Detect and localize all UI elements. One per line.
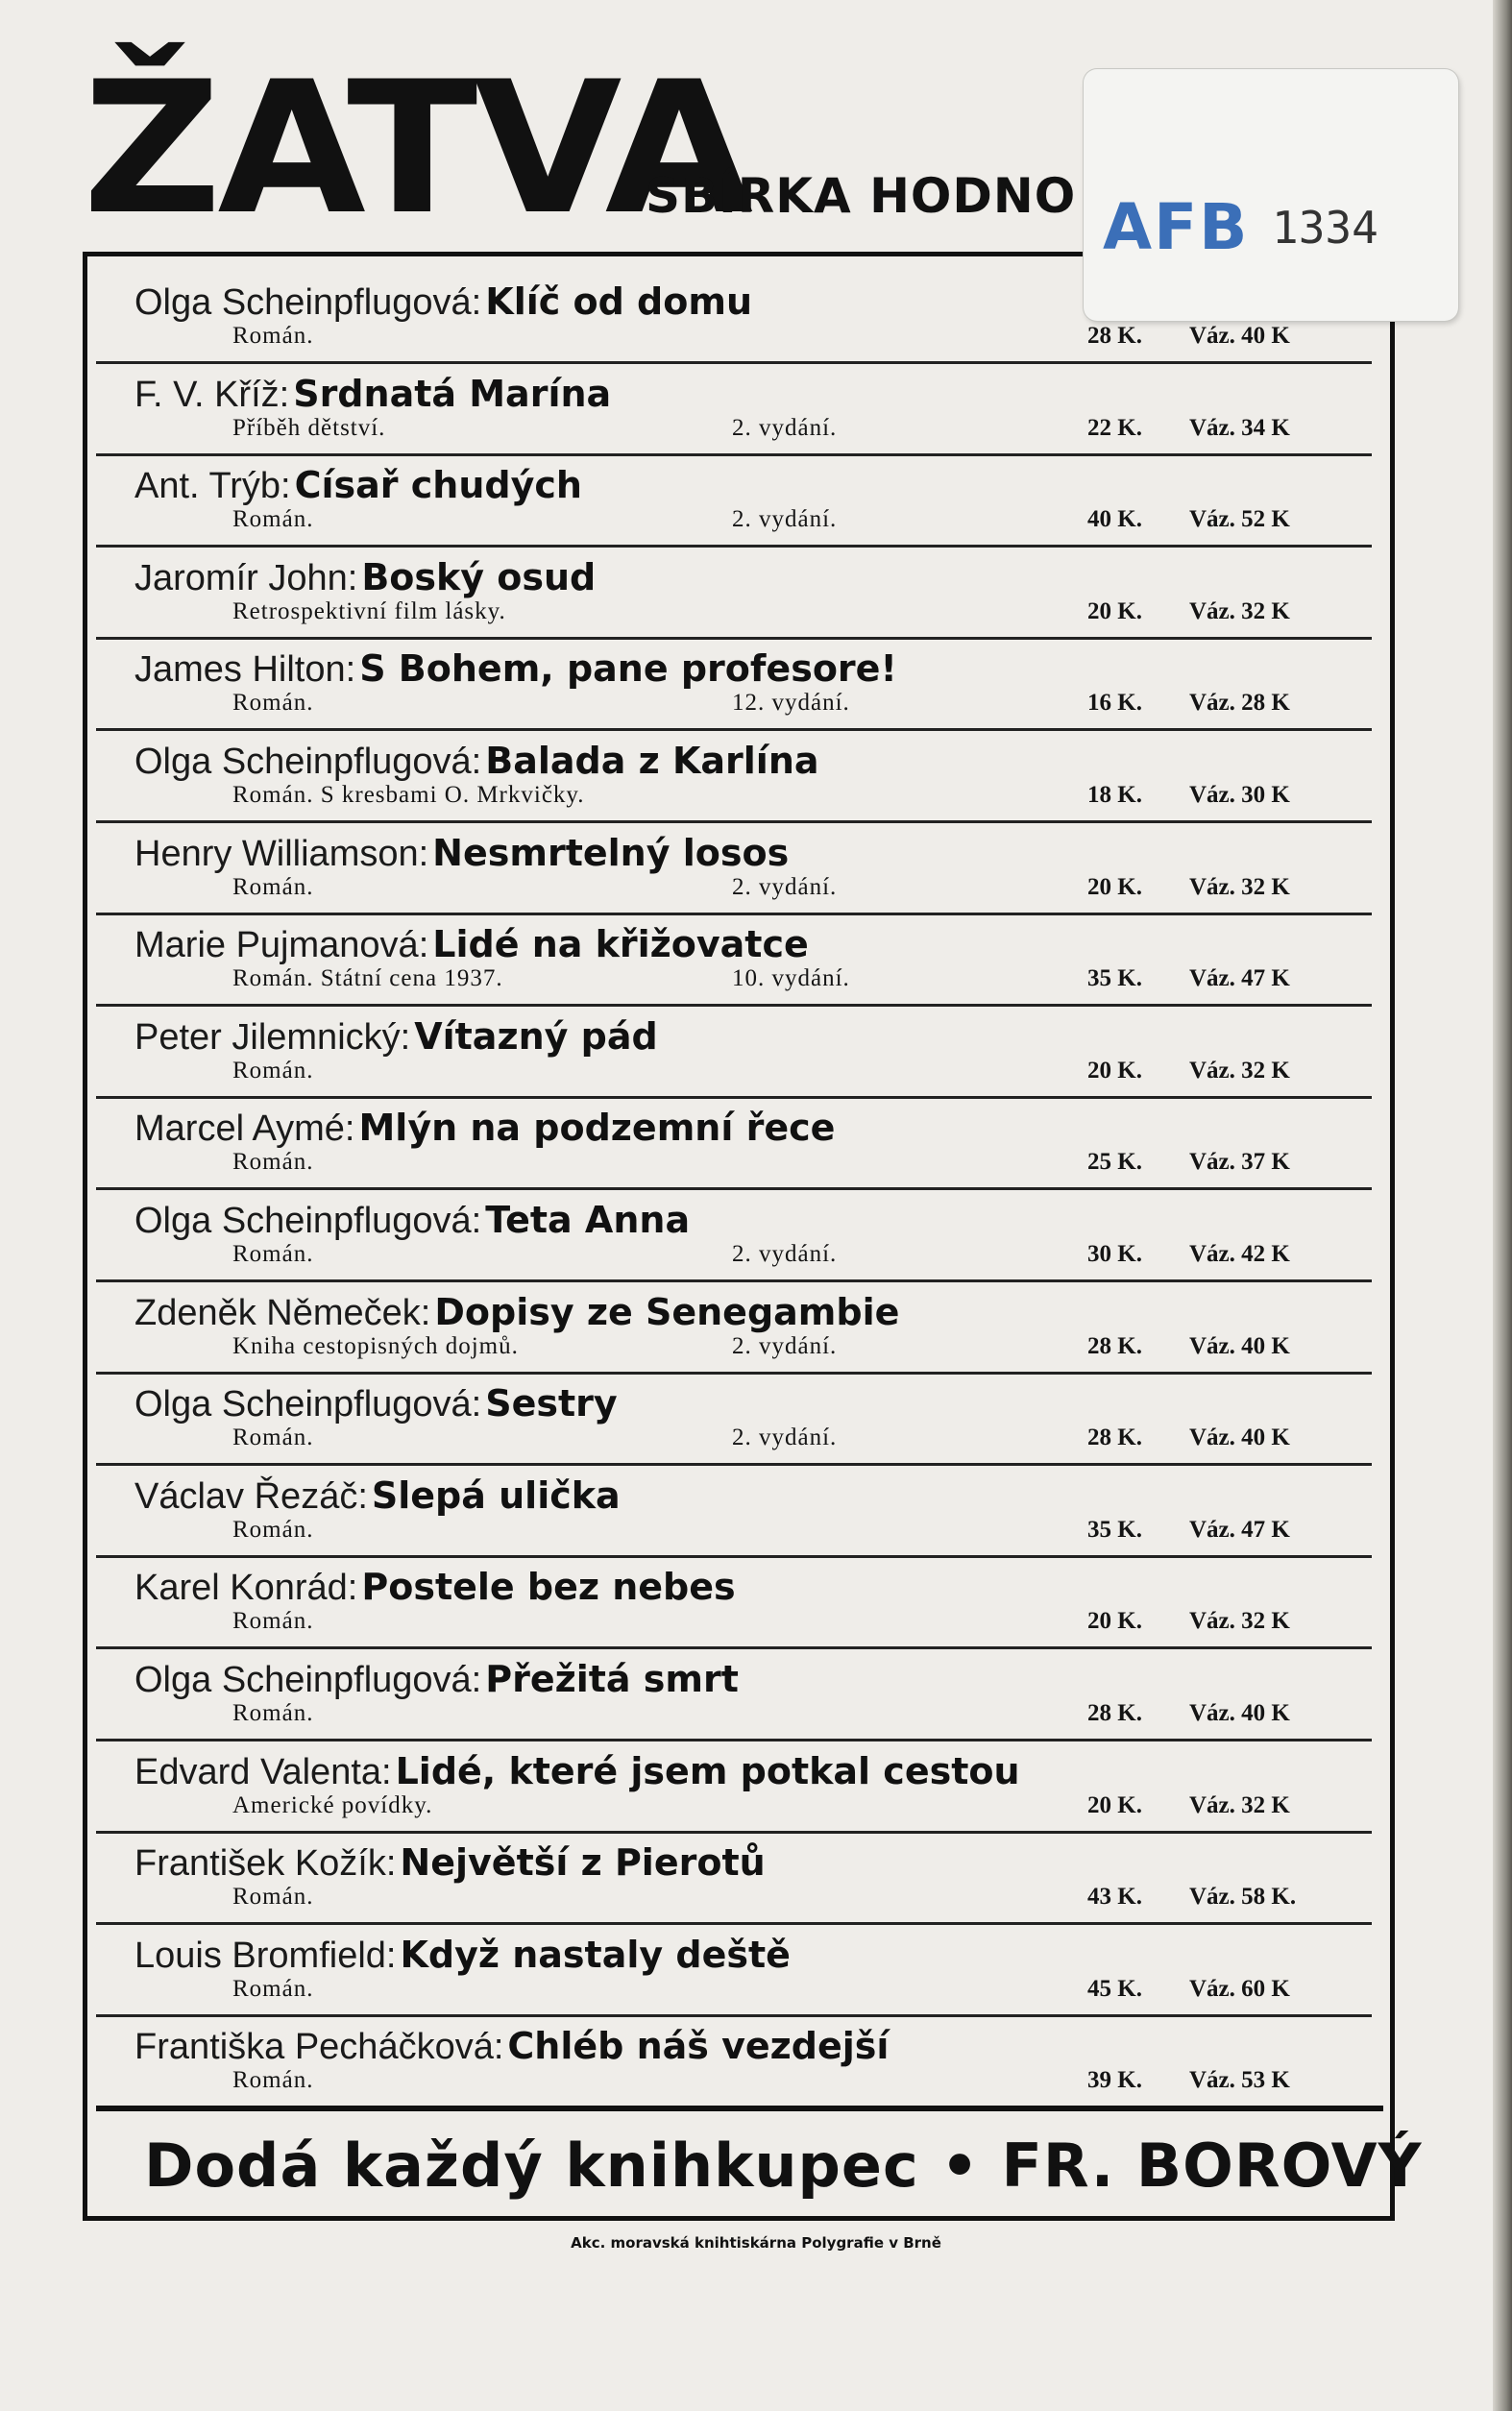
book-note: Retrospektivní film lásky.	[232, 597, 506, 624]
book-row	[96, 1095, 1372, 1190]
book-heading	[134, 1382, 618, 1425]
book-row	[96, 912, 1372, 1007]
book-title: Mlýn na podzemní řece	[358, 1107, 836, 1150]
book-title: Když nastaly deště	[400, 1933, 791, 1976]
book-bound-price: Váz. 58 K.	[1189, 1884, 1297, 1911]
book-heading	[134, 647, 897, 691]
book-price: 35 K.	[1087, 965, 1142, 992]
book-price: 28 K.	[1087, 323, 1142, 349]
book-price: 28 K.	[1087, 1332, 1142, 1359]
book-heading	[134, 373, 611, 416]
book-note: Příběh dětství.	[232, 414, 386, 441]
book-price: 20 K.	[1087, 1608, 1142, 1635]
book-note: Román.	[232, 1608, 314, 1635]
book-note: Kniha cestopisných dojmů.	[232, 1332, 519, 1359]
book-note: Román.	[232, 1425, 314, 1451]
book-author: Louis Bromfield:	[134, 1935, 397, 1976]
book-author: František Kožík:	[134, 1843, 397, 1885]
book-price: 20 K.	[1087, 873, 1142, 900]
book-row	[96, 1830, 1372, 1925]
book-note: Román.	[232, 873, 314, 900]
book-price: 35 K.	[1087, 1516, 1142, 1543]
book-title: Dopisy ze Senegambie	[434, 1290, 900, 1333]
publisher-footer: Dodá každý knihkupec • FR. BOROVÝ	[144, 2131, 1423, 2201]
book-author: Edvard Valenta:	[134, 1751, 392, 1792]
book-bound-price: Váz. 28 K	[1189, 690, 1290, 717]
book-row	[96, 1463, 1372, 1558]
book-note: Román.	[232, 1516, 314, 1543]
series-subtitle: SBÍRKA HODNO	[646, 168, 1077, 224]
book-note: Román. S kresbami O. Mrkvičky.	[232, 782, 585, 808]
book-note: Román.	[232, 323, 314, 349]
book-spine-edge	[1493, 0, 1512, 2411]
book-bound-price: Váz. 32 K	[1189, 1057, 1290, 1084]
book-row	[96, 820, 1372, 915]
book-note: Román.	[232, 1149, 314, 1176]
book-edition: 2. vydání.	[732, 506, 838, 533]
book-edition: 12. vydání.	[732, 690, 850, 717]
book-price: 28 K.	[1087, 1700, 1142, 1726]
book-heading	[134, 1199, 690, 1242]
book-row	[96, 728, 1372, 823]
book-title: Vítazný pád	[414, 1014, 658, 1058]
book-edition: 2. vydání.	[732, 414, 838, 441]
book-price: 18 K.	[1087, 782, 1142, 808]
book-heading	[134, 1566, 736, 1609]
book-note: Román.	[232, 2067, 314, 2094]
book-bound-price: Váz. 47 K	[1189, 965, 1290, 992]
book-author: Václav Řezáč:	[134, 1475, 368, 1517]
book-author: Marcel Aymé:	[134, 1108, 355, 1150]
book-price: 25 K.	[1087, 1149, 1142, 1176]
book-note: Román.	[232, 1884, 314, 1911]
book-title: Přežitá smrt	[485, 1658, 739, 1700]
book-author: Henry Williamson:	[134, 833, 429, 874]
book-note: Americké povídky.	[232, 1791, 433, 1818]
book-edition: 2. vydání.	[732, 1425, 838, 1451]
book-note: Román.	[232, 1975, 314, 2002]
book-author: Olga Scheinpflugová:	[134, 1384, 482, 1425]
book-bound-price: Váz. 40 K	[1189, 1332, 1290, 1359]
book-note: Román.	[232, 1057, 314, 1084]
sticker-code: AFB	[1103, 190, 1250, 264]
book-heading	[134, 1750, 1020, 1793]
book-row	[96, 1646, 1372, 1741]
book-heading	[134, 1291, 899, 1334]
book-author: Ant. Trýb:	[134, 466, 291, 507]
book-bound-price: Váz. 53 K	[1189, 2067, 1290, 2094]
book-author: F. V. Kříž:	[134, 374, 290, 415]
book-bound-price: Váz. 32 K	[1189, 597, 1290, 624]
book-row	[96, 1739, 1372, 1834]
book-heading	[134, 1474, 621, 1518]
book-heading	[134, 1015, 658, 1059]
book-bound-price: Váz. 40 K	[1189, 1425, 1290, 1451]
book-title: Balada z Karlína	[485, 740, 819, 782]
book-row	[96, 545, 1372, 640]
book-bound-price: Váz. 34 K	[1189, 414, 1290, 441]
series-brand: ŽATVA	[83, 42, 749, 255]
book-title: Lidé na křižovatce	[432, 923, 809, 966]
book-title: Srdnatá Marína	[293, 372, 612, 415]
book-title: Lidé, které jsem potkal cestou	[395, 1749, 1020, 1792]
book-author: Peter Jilemnický:	[134, 1016, 411, 1058]
book-author: Olga Scheinpflugová:	[134, 742, 482, 782]
book-note: Román.	[232, 506, 314, 533]
sticker-number: 1334	[1272, 202, 1378, 254]
book-row	[96, 636, 1372, 731]
book-heading	[134, 740, 819, 783]
book-author: Marie Pujmanová:	[134, 925, 429, 966]
book-bound-price: Váz. 37 K	[1189, 1149, 1290, 1176]
book-price: 40 K.	[1087, 506, 1142, 533]
book-bound-price: Váz. 60 K	[1189, 1975, 1290, 2002]
book-bound-price: Váz. 47 K	[1189, 1516, 1290, 1543]
book-heading	[134, 280, 752, 324]
book-price: 30 K.	[1087, 1241, 1142, 1267]
book-heading	[134, 556, 596, 599]
book-bound-price: Váz. 40 K	[1189, 323, 1290, 349]
book-heading	[134, 832, 789, 875]
book-row	[96, 1922, 1372, 2017]
book-author: Zdeněk Němeček:	[134, 1292, 431, 1333]
book-note: Román.	[232, 1241, 314, 1267]
book-edition: 2. vydání.	[732, 873, 838, 900]
book-price: 43 K.	[1087, 1884, 1142, 1911]
footer-divider	[96, 2106, 1383, 2111]
book-row	[96, 361, 1372, 456]
book-title: Sestry	[485, 1382, 618, 1425]
book-row	[96, 1554, 1372, 1649]
book-author: Jaromír John:	[134, 557, 358, 598]
book-heading	[134, 923, 809, 966]
book-note: Román.	[232, 1700, 314, 1726]
book-author: Olga Scheinpflugová:	[134, 1201, 482, 1241]
book-edition: 2. vydání.	[732, 1332, 838, 1359]
book-row	[96, 1371, 1372, 1466]
book-title: Slepá ulička	[371, 1473, 621, 1517]
book-row	[96, 2013, 1372, 2106]
book-title: Teta Anna	[485, 1199, 691, 1241]
book-row	[96, 1004, 1372, 1099]
book-bound-price: Váz. 40 K	[1189, 1700, 1290, 1726]
printer-credit: Akc. moravská knihtiskárna Polygrafie v Brně	[571, 2234, 941, 2252]
book-title: Nesmrtelný losos	[432, 831, 790, 874]
book-heading	[134, 2025, 889, 2068]
book-note: Román. Státní cena 1937.	[232, 965, 503, 992]
book-bound-price: Váz. 32 K	[1189, 1608, 1290, 1635]
book-price: 28 K.	[1087, 1425, 1142, 1451]
book-heading	[134, 1107, 835, 1150]
book-author: Olga Scheinpflugová:	[134, 1660, 482, 1700]
book-bound-price: Váz. 32 K	[1189, 873, 1290, 900]
book-bound-price: Váz. 52 K	[1189, 506, 1290, 533]
book-price: 16 K.	[1087, 690, 1142, 717]
book-author: James Hilton:	[134, 649, 356, 691]
book-heading	[134, 1841, 766, 1885]
book-price: 20 K.	[1087, 1791, 1142, 1818]
book-title: Největší z Pierotů	[400, 1841, 766, 1885]
book-title: Chléb náš vezdejší	[507, 2025, 890, 2068]
book-title: S Bohem, pane profesore!	[359, 647, 897, 691]
book-price: 39 K.	[1087, 2067, 1142, 2094]
book-row	[96, 1279, 1372, 1375]
book-author: Karel Konrád:	[134, 1568, 358, 1609]
book-title: Císař chudých	[294, 464, 582, 507]
book-author: Františka Pecháčková:	[134, 2027, 504, 2068]
book-price: 20 K.	[1087, 597, 1142, 624]
book-author: Olga Scheinpflugová:	[134, 282, 482, 323]
book-edition: 2. vydání.	[732, 1241, 838, 1267]
book-price: 45 K.	[1087, 1975, 1142, 2002]
book-bound-price: Váz. 30 K	[1189, 782, 1290, 808]
book-title: Postele bez nebes	[361, 1566, 736, 1609]
book-heading	[134, 464, 582, 507]
book-edition: 10. vydání.	[732, 965, 850, 992]
book-price: 22 K.	[1087, 414, 1142, 441]
book-bound-price: Váz. 32 K	[1189, 1791, 1290, 1818]
book-heading	[134, 1658, 739, 1701]
book-row	[96, 452, 1372, 548]
book-title: Boský osud	[361, 555, 597, 598]
book-title: Klíč od domu	[485, 280, 752, 323]
book-price: 20 K.	[1087, 1057, 1142, 1084]
book-bound-price: Váz. 42 K	[1189, 1241, 1290, 1267]
book-row	[96, 1187, 1372, 1282]
book-heading	[134, 1934, 791, 1977]
book-note: Román.	[232, 690, 314, 717]
